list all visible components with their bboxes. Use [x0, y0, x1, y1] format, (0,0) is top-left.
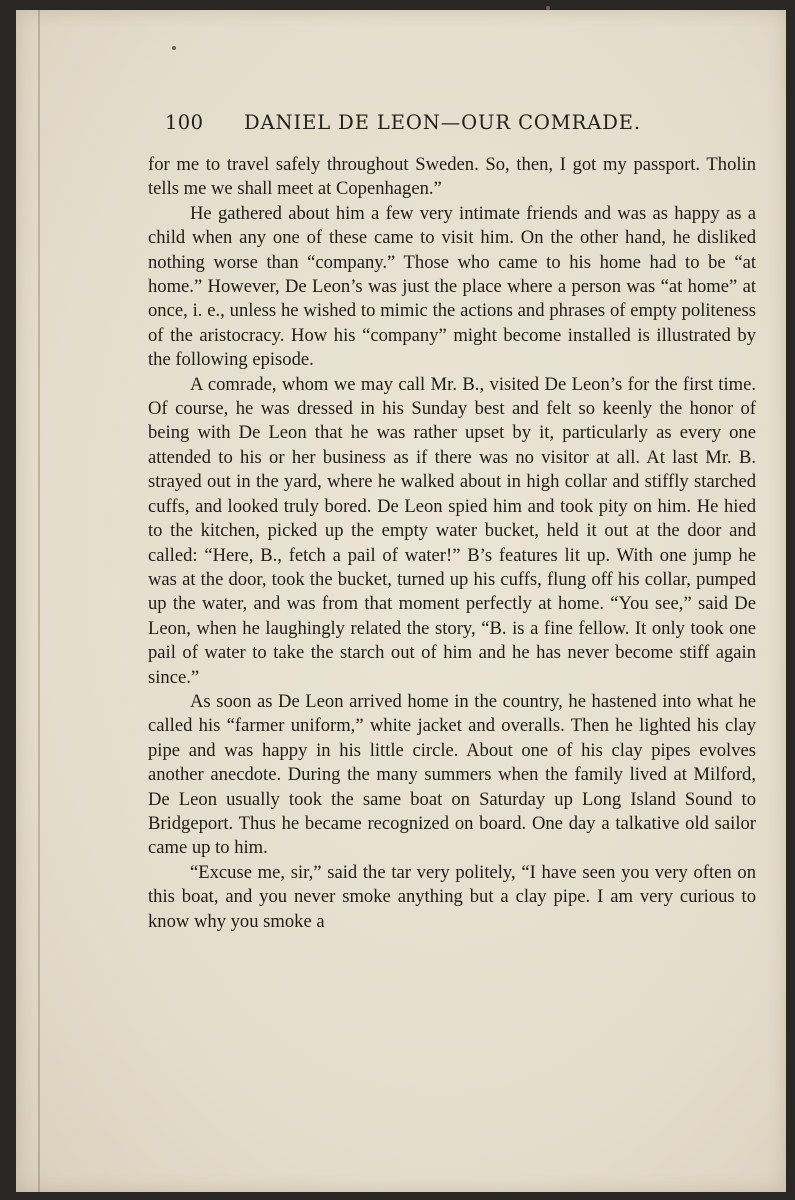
running-title: DANIEL DE LEON—OUR COMRADE. [244, 111, 641, 134]
page-speck [172, 46, 176, 50]
paragraph: A comrade, whom we may call Mr. B., visited De Leon’s for the first time. Of course, he was dressed in his Sunday best and felt so keenly the honor of being with De Leon that he was rather upset by it, particularly as every one attended to his or her business as if there was no visitor at all. At last Mr. B. strayed out in the yard, where he walked about in high collar and stiffly starched cuffs, and looked truly bored. De Leon spied him and took pity on him. He hied to the kitchen, picked up the empty water bucket, held it out at the door and called: “Here, B., fetch a pail of water!” B’s features lit up. With one jump he was at the door, took the bucket, turned up his cuffs, flung off his collar, pumped up the water, and was from that moment perfectly at home. “You see,” said De Leon, when he laughingly related the story, “B. is a fine fellow. It only took one pail of water to take the starch out of him and he has never become stiff again since.” [148, 373, 756, 688]
running-header [152, 111, 672, 141]
paragraph: He gathered about him a few very intimate friends and was as happy as a child when any one of these came to visit him. On the other hand, he disliked nothing worse than “company.” Those who came to his home had to be “at home.” However, De Leon’s was just the place where a person was “at home” at once, i. e., unless he wished to mimic the actions and phrases of empty politeness of the aristocracy. How his “company” might become installed is illustrated by the following episode. [148, 202, 756, 371]
page-number: 100 [165, 111, 204, 134]
paragraph: As soon as De Leon arrived home in the country, he hastened into what he called his “farmer uniform,” white jacket and overalls. Then he lighted his clay pipe and was happy in his little circle. About one of his clay pipes evolves another anecdote. During the many summers when the family lived at Milford, De Leon usually took the same boat on Saturday up Long Island Sound to Bridgeport. Thus he became recognized on board. One day a talkative old sailor came up to him. [148, 690, 756, 859]
page-speck [546, 6, 550, 10]
body-text [148, 153, 756, 934]
page-gutter-edge [38, 10, 40, 1192]
paragraph: for me to travel safely throughout Sweden. So, then, I got my passport. Tholin tells me we shall meet at Copenhagen.” [148, 154, 756, 200]
book-page [16, 10, 786, 1192]
paragraph: “Excuse me, sir,” said the tar very politely, “I have seen you very often on this boat, and you never smoke anything but a clay pipe. I am very curious to know why you smoke a [148, 861, 756, 932]
